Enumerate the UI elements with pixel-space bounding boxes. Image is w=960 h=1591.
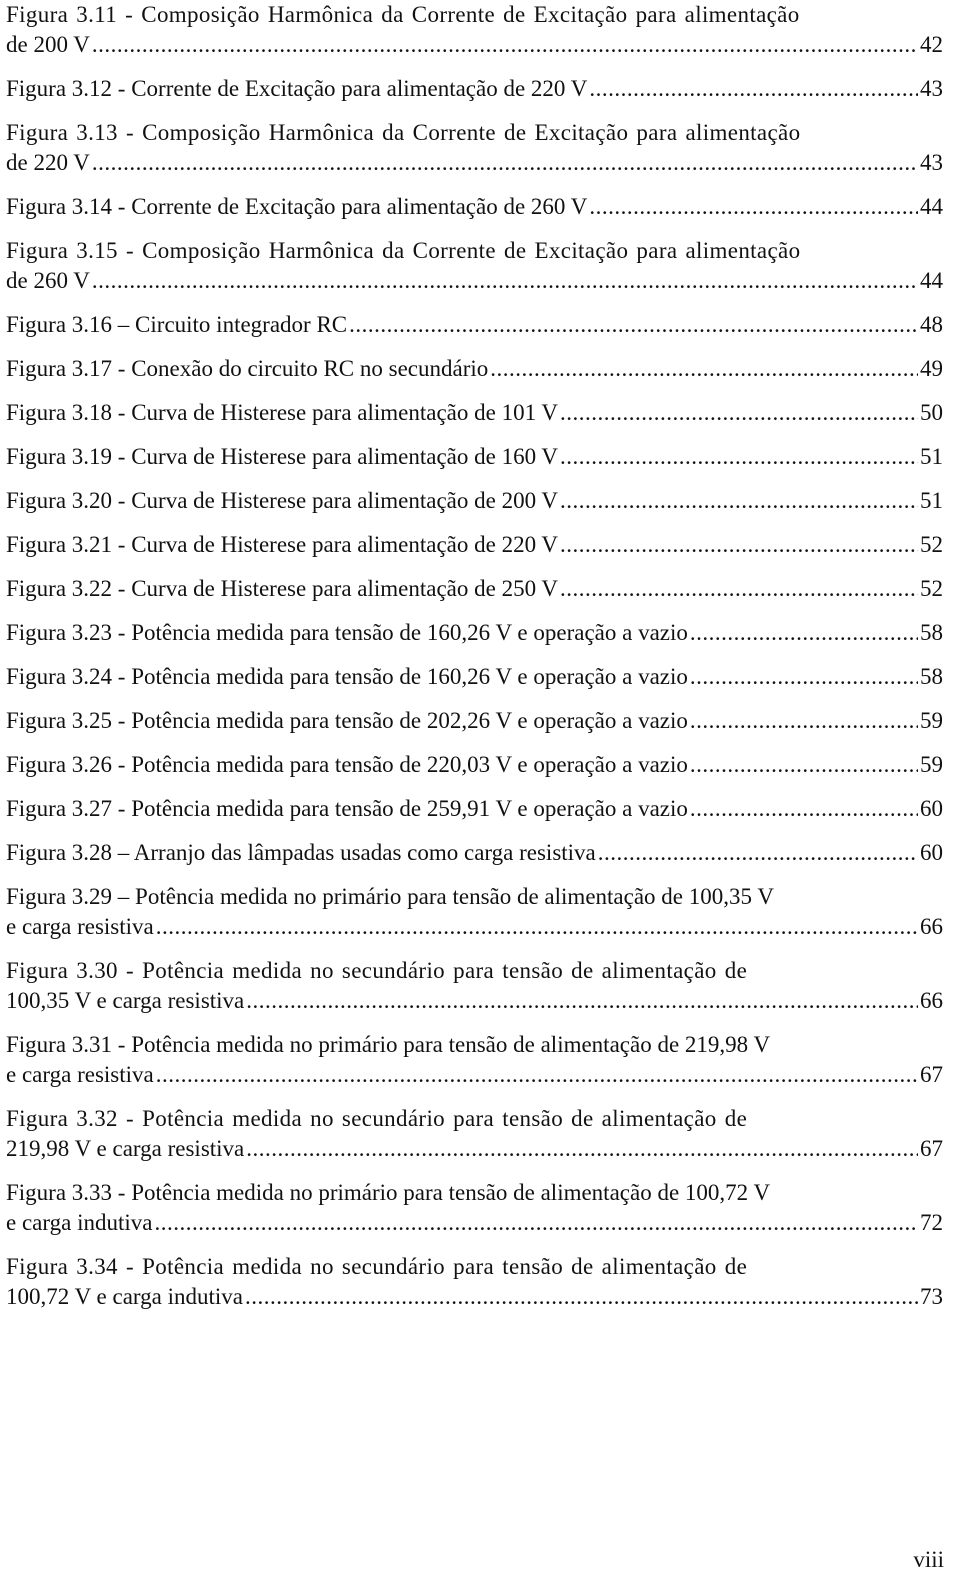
dot-leader	[690, 750, 918, 780]
entry-line	[6, 74, 943, 104]
entry-line	[6, 486, 943, 516]
page-ref: 52	[920, 532, 943, 557]
entry-title-line: Figura 3.34 - Potência medida no secundário para tensão de alimentação de	[6, 1254, 748, 1279]
entry-title-end: e carga indutiva	[6, 1210, 153, 1235]
page-ref: 48	[920, 312, 943, 337]
page-number: viii	[913, 1547, 944, 1572]
page-ref: 67	[920, 1062, 943, 1087]
list-item	[6, 574, 943, 604]
dot-leader	[349, 310, 918, 340]
list-item	[6, 956, 943, 1016]
entry-line	[6, 148, 943, 178]
page-ref: 59	[920, 708, 943, 733]
entry-title: Figura 3.25 - Potência medida para tensão de 202,26 V e operação a vazio	[6, 708, 688, 733]
entry-title-end: 100,35 V e carga resistiva	[6, 988, 245, 1013]
dot-leader	[690, 618, 918, 648]
entry-line	[6, 442, 943, 472]
page-ref: 58	[920, 664, 943, 689]
dot-leader	[156, 1060, 918, 1090]
dot-leader	[246, 1134, 918, 1164]
entry-line	[6, 618, 943, 648]
entry-line	[6, 1208, 943, 1238]
entry-line	[6, 310, 943, 340]
dot-leader	[560, 398, 918, 428]
entry-title-end: de 260 V	[6, 268, 90, 293]
dot-leader	[92, 30, 918, 60]
entry-title-line: Figura 3.15 - Composição Harmônica da Corrente de Excitação para alimentação	[6, 238, 801, 263]
entry-line	[6, 266, 943, 296]
list-item	[6, 794, 943, 824]
page-ref: 50	[920, 400, 943, 425]
page-ref: 42	[920, 32, 943, 57]
entry-title-line: Figura 3.31 - Potência medida no primário para tensão de alimentação de 219,98 V	[6, 1032, 771, 1057]
list-item	[6, 530, 943, 560]
entry-title-line: Figura 3.32 - Potência medida no secundário para tensão de alimentação de	[6, 1106, 748, 1131]
entry-line	[6, 192, 943, 222]
entry-title-line: Figura 3.29 – Potência medida no primário para tensão de alimentação de 100,35 V	[6, 884, 774, 909]
list-item	[6, 442, 943, 472]
entry-title: Figura 3.12 - Corrente de Excitação para alimentação de 220 V	[6, 76, 588, 101]
dot-leader	[490, 354, 918, 384]
dot-leader	[246, 986, 918, 1016]
entry-title: Figura 3.23 - Potência medida para tensão de 160,26 V e operação a vazio	[6, 620, 688, 645]
dot-leader	[560, 530, 918, 560]
entry-line	[6, 838, 943, 868]
entry-line	[6, 574, 943, 604]
entry-title: Figura 3.28 – Arranjo das lâmpadas usadas como carga resistiva	[6, 840, 596, 865]
entry-title-line: Figura 3.11 - Composição Harmônica da Corrente de Excitação para alimentação	[6, 2, 800, 27]
entry-line	[6, 912, 943, 942]
page-ref: 73	[920, 1284, 943, 1309]
entry-title: Figura 3.26 - Potência medida para tensão de 220,03 V e operação a vazio	[6, 752, 688, 777]
page-ref: 58	[920, 620, 943, 645]
list-item	[6, 236, 943, 296]
entry-title: Figura 3.21 - Curva de Histerese para alimentação de 220 V	[6, 532, 559, 557]
page-ref: 49	[920, 356, 943, 381]
page-ref: 60	[920, 796, 943, 821]
entry-line	[6, 794, 943, 824]
list-item	[6, 74, 943, 104]
list-item	[6, 838, 943, 868]
entry-line	[6, 706, 943, 736]
dot-leader	[560, 442, 918, 472]
page-ref: 66	[920, 914, 943, 939]
dot-leader	[156, 912, 918, 942]
page-ref: 44	[920, 268, 943, 293]
list-item	[6, 486, 943, 516]
page-ref: 72	[920, 1210, 943, 1235]
page-ref: 44	[920, 194, 943, 219]
entry-line	[6, 986, 943, 1016]
entry-title-line: Figura 3.30 - Potência medida no secundário para tensão de alimentação de	[6, 958, 748, 983]
list-of-figures	[6, 0, 943, 1326]
entry-title: Figura 3.27 - Potência medida para tensão de 259,91 V e operação a vazio	[6, 796, 688, 821]
entry-title: Figura 3.17 - Conexão do circuito RC no secundário	[6, 356, 489, 381]
entry-line	[6, 750, 943, 780]
dot-leader	[690, 794, 918, 824]
page-ref: 52	[920, 576, 943, 601]
list-item	[6, 192, 943, 222]
list-item	[6, 1104, 943, 1164]
list-item	[6, 1178, 943, 1238]
entry-line	[6, 398, 943, 428]
entry-title-end: e carga resistiva	[6, 1062, 154, 1087]
entry-line	[6, 530, 943, 560]
entry-title: Figura 3.20 - Curva de Histerese para alimentação de 200 V	[6, 488, 559, 513]
entry-line	[6, 1060, 943, 1090]
entry-title: Figura 3.16 – Circuito integrador RC	[6, 312, 348, 337]
entry-title-line: Figura 3.13 - Composição Harmônica da Corrente de Excitação para alimentação	[6, 120, 801, 145]
entry-title: Figura 3.18 - Curva de Histerese para alimentação de 101 V	[6, 400, 559, 425]
entry-title-end: 100,72 V e carga indutiva	[6, 1284, 243, 1309]
page-ref: 59	[920, 752, 943, 777]
list-item	[6, 118, 943, 178]
entry-line	[6, 30, 943, 60]
entry-line	[6, 354, 943, 384]
entry-title: Figura 3.24 - Potência medida para tensão de 160,26 V e operação a vazio	[6, 664, 688, 689]
dot-leader	[589, 74, 918, 104]
page-ref: 67	[920, 1136, 943, 1161]
page-ref: 43	[920, 76, 943, 101]
entry-line	[6, 1134, 943, 1164]
list-item	[6, 354, 943, 384]
list-item	[6, 618, 943, 648]
dot-leader	[154, 1208, 918, 1238]
page-ref: 51	[920, 444, 943, 469]
dot-leader	[589, 192, 918, 222]
page-ref: 51	[920, 488, 943, 513]
list-item	[6, 1252, 943, 1312]
entry-title: Figura 3.22 - Curva de Histerese para alimentação de 250 V	[6, 576, 559, 601]
list-item	[6, 706, 943, 736]
entry-line	[6, 1282, 943, 1312]
list-item	[6, 0, 943, 60]
entry-title-end: de 200 V	[6, 32, 90, 57]
dot-leader	[690, 706, 918, 736]
entry-title-end: 219,98 V e carga resistiva	[6, 1136, 245, 1161]
dot-leader	[92, 148, 918, 178]
entry-title-end: de 220 V	[6, 150, 90, 175]
entry-title-end: e carga resistiva	[6, 914, 154, 939]
entry-line	[6, 662, 943, 692]
entry-title-line: Figura 3.33 - Potência medida no primário para tensão de alimentação de 100,72 V	[6, 1180, 771, 1205]
entry-title: Figura 3.14 - Corrente de Excitação para alimentação de 260 V	[6, 194, 588, 219]
page-ref: 60	[920, 840, 943, 865]
list-item	[6, 882, 943, 942]
dot-leader	[92, 266, 918, 296]
page-ref: 43	[920, 150, 943, 175]
dot-leader	[560, 486, 918, 516]
list-item	[6, 750, 943, 780]
entry-title: Figura 3.19 - Curva de Histerese para alimentação de 160 V	[6, 444, 559, 469]
dot-leader	[560, 574, 918, 604]
list-item	[6, 662, 943, 692]
list-item	[6, 398, 943, 428]
page-ref: 66	[920, 988, 943, 1013]
dot-leader	[245, 1282, 918, 1312]
dot-leader	[690, 662, 918, 692]
dot-leader	[598, 838, 918, 868]
list-item	[6, 310, 943, 340]
list-item	[6, 1030, 943, 1090]
